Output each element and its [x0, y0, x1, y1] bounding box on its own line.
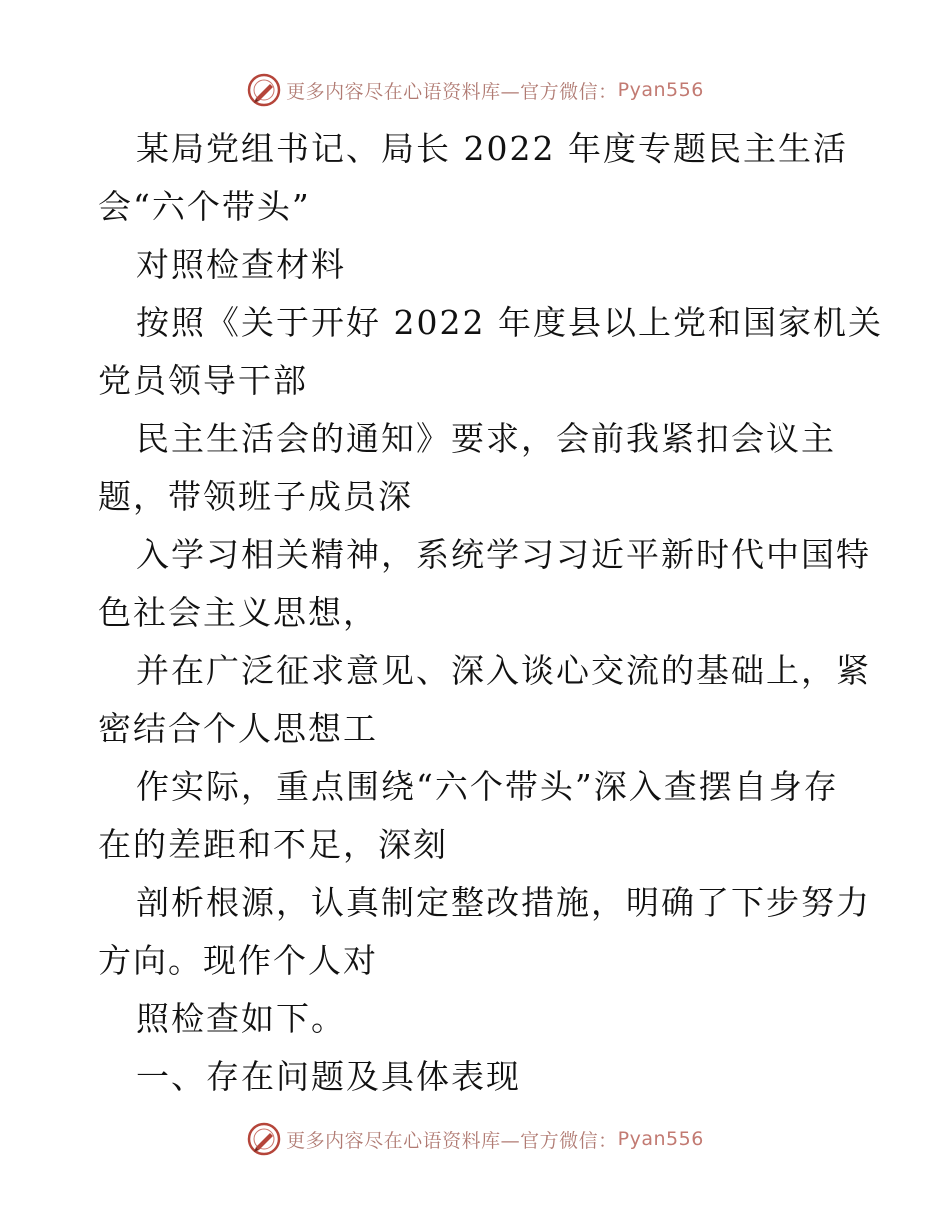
- text-line: 方向。现作个人对: [98, 941, 378, 980]
- text-line: 密结合个人思想工: [98, 709, 378, 748]
- text-line: 入学习相关精神，系统学习习近平新时代中国特: [136, 535, 871, 574]
- text-line: 民主生活会的通知》要求，会前我紧扣会议主: [136, 419, 836, 458]
- text-line: 某局党组书记、局长 2022 年度专题民主生活: [136, 129, 848, 168]
- text-line: 会“六个带头”: [98, 187, 311, 226]
- watermark-wechat-id: Pyan556: [617, 79, 704, 101]
- text-line: 党员领导干部: [98, 361, 308, 400]
- text-line: 照检查如下。: [136, 999, 346, 1038]
- document-body: [98, 120, 883, 1106]
- text-line: 色社会主义思想，: [98, 593, 378, 632]
- text-line: 在的差距和不足，深刻: [98, 825, 448, 864]
- text-line: 作实际，重点围绕“六个带头”深入查摆自身存: [136, 767, 839, 806]
- header-watermark: [0, 70, 950, 110]
- footer-watermark: [0, 1119, 950, 1159]
- pen-logo-icon: [246, 1121, 282, 1157]
- text-line: 剖析根源，认真制定整改措施，明确了下步努力: [136, 883, 871, 922]
- watermark-text: 更多内容尽在心语资料库—官方微信：: [286, 1129, 618, 1152]
- text-line: 对照检查材料: [136, 245, 346, 284]
- watermark-text: 更多内容尽在心语资料库—官方微信：: [286, 80, 618, 103]
- watermark-wechat-id: Pyan556: [617, 1128, 704, 1150]
- text-line: 按照《关于开好 2022 年度县以上党和国家机关: [136, 303, 883, 342]
- text-line: 并在广泛征求意见、深入谈心交流的基础上，紧: [136, 651, 871, 690]
- pen-logo-icon: [246, 72, 282, 108]
- text-line: 题，带领班子成员深: [98, 477, 413, 516]
- text-line: 一、存在问题及具体表现: [136, 1057, 521, 1096]
